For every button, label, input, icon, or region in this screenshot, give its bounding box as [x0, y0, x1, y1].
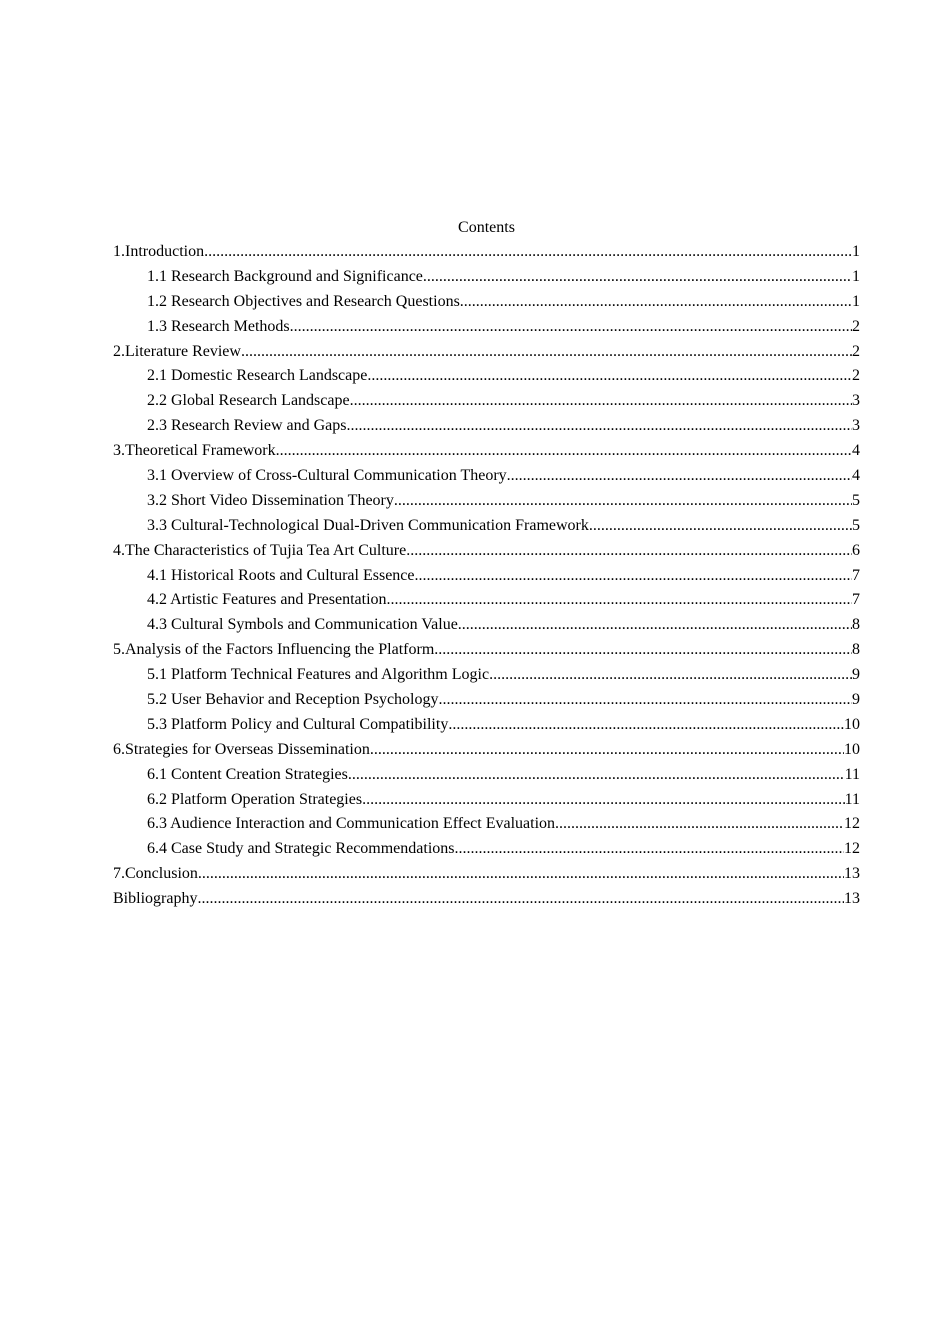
toc-entry-page-number: 2 — [852, 367, 860, 385]
toc-entry-label: 3.Theoretical Framework — [113, 442, 276, 460]
toc-dot-leader — [448, 713, 844, 738]
toc-entry-label: 3.3 Cultural-Technological Dual-Driven Communication Framework — [147, 516, 589, 534]
toc-entry-page-number: 13 — [844, 865, 860, 883]
toc-dot-leader — [362, 788, 845, 813]
toc-entry — [113, 638, 860, 663]
toc-entry-label: 4.The Characteristics of Tujia Tea Art Culture — [113, 541, 407, 559]
toc-dot-leader — [276, 439, 852, 464]
toc-entry-page-number: 2 — [852, 317, 860, 335]
toc-dot-leader — [406, 539, 852, 564]
toc-dot-leader — [197, 887, 844, 912]
toc-entry-label: 1.Introduction — [113, 243, 205, 260]
toc-entry-label: 2.2 Global Research Landscape — [147, 392, 350, 410]
toc-entry-page-number: 12 — [844, 815, 860, 833]
toc-entry-label: 3.1 Overview of Cross-Cultural Communication Theory — [147, 467, 507, 485]
toc-entry-page-number: 11 — [844, 765, 860, 783]
toc-entry-label: 7.Conclusion — [113, 865, 198, 883]
toc-dot-leader — [204, 240, 852, 265]
toc-dot-leader — [423, 265, 852, 290]
toc-entry-label: 4.3 Cultural Symbols and Communication Value — [147, 616, 458, 634]
toc-entry-label: 5.1 Platform Technical Features and Algorithm Logic — [147, 666, 490, 684]
toc-entry-page-number: 5 — [852, 491, 860, 509]
toc-entry — [113, 812, 860, 837]
toc-dot-leader — [347, 414, 853, 439]
toc-entry — [113, 738, 860, 763]
toc-entry — [113, 364, 860, 389]
toc-entry-page-number: 10 — [844, 715, 860, 733]
toc-entry-page-number: 7 — [852, 566, 860, 584]
toc-entry-page-number: 5 — [852, 516, 860, 534]
toc-entry-label: 4.1 Historical Roots and Cultural Essence — [147, 566, 415, 584]
toc-entry — [113, 464, 860, 489]
toc-entry — [113, 539, 860, 564]
toc-dot-leader — [394, 489, 852, 514]
toc-entry-label: 3.2 Short Video Dissemination Theory — [147, 491, 394, 509]
toc-entry-label: 6.3 Audience Interaction and Communication Effect Evaluation — [147, 815, 556, 833]
toc-entry-label: 2.1 Domestic Research Landscape — [147, 367, 368, 385]
toc-entry-label: 4.2 Artistic Features and Presentation — [147, 591, 387, 609]
toc-entry — [113, 315, 860, 340]
toc-entry-page-number: 1 — [852, 267, 860, 285]
toc-entry-page-number: 3 — [852, 392, 860, 410]
table-of-contents — [113, 215, 860, 912]
toc-entry — [113, 688, 860, 713]
toc-entry-label: 5.2 User Behavior and Reception Psychology — [147, 691, 439, 709]
toc-entry-page-number: 9 — [852, 666, 860, 684]
toc-entry — [113, 389, 860, 414]
toc-entry — [113, 788, 860, 813]
toc-entry-page-number: 10 — [844, 740, 860, 758]
toc-entry-label: 2.3 Research Review and Gaps — [147, 417, 347, 435]
toc-entry-label: 1.3 Research Methods — [147, 317, 290, 335]
toc-dot-leader — [348, 763, 845, 788]
toc-entry — [113, 837, 860, 862]
toc-entry-label: 1.2 Research Objectives and Research Questions — [147, 292, 460, 310]
toc-title: Contents — [458, 219, 515, 236]
toc-entry-page-number: 2 — [852, 342, 860, 360]
toc-entry-list — [113, 240, 860, 912]
toc-dot-leader — [241, 340, 852, 365]
toc-entry — [113, 240, 860, 265]
toc-entry — [113, 414, 860, 439]
toc-dot-leader — [387, 588, 852, 613]
toc-dot-leader — [507, 464, 852, 489]
toc-entry-page-number: 13 — [844, 890, 860, 908]
toc-entry-page-number: 6 — [852, 541, 860, 559]
toc-entry — [113, 887, 860, 912]
toc-entry — [113, 663, 860, 688]
toc-entry-page-number: 7 — [852, 591, 860, 609]
toc-entry-page-number: 11 — [844, 790, 860, 808]
toc-dot-leader — [460, 290, 852, 315]
toc-dot-leader — [370, 738, 844, 763]
toc-dot-leader — [489, 663, 852, 688]
toc-entry-page-number: 8 — [852, 641, 860, 659]
toc-dot-leader — [434, 638, 852, 663]
toc-dot-leader — [439, 688, 853, 713]
toc-entry-label: 5.Analysis of the Factors Influencing the Platform — [113, 641, 435, 659]
toc-dot-leader — [290, 315, 852, 340]
toc-dot-leader — [367, 364, 852, 389]
toc-dot-leader — [350, 389, 852, 414]
toc-dot-leader — [455, 837, 845, 862]
toc-entry-label: 6.2 Platform Operation Strategies — [147, 790, 363, 808]
toc-entry-page-number: 9 — [852, 691, 860, 709]
toc-entry-page-number: 8 — [852, 616, 860, 634]
toc-entry-label: 6.1 Content Creation Strategies — [147, 765, 348, 783]
toc-dot-leader — [198, 862, 844, 887]
toc-dot-leader — [589, 514, 852, 539]
toc-entry — [113, 514, 860, 539]
toc-entry-label: 5.3 Platform Policy and Cultural Compatibility — [147, 715, 449, 733]
toc-dot-leader — [555, 812, 844, 837]
toc-entry — [113, 439, 860, 464]
toc-entry — [113, 763, 860, 788]
toc-dot-leader — [415, 564, 852, 589]
toc-entry — [113, 713, 860, 738]
toc-entry-page-number: 3 — [852, 417, 860, 435]
toc-dot-leader — [458, 613, 852, 638]
toc-entry-page-number: 12 — [844, 840, 860, 858]
toc-entry-page-number: 4 — [852, 467, 860, 485]
toc-entry-label: 2.Literature Review — [113, 342, 241, 360]
toc-entry-label: 6.Strategies for Overseas Dissemination — [113, 740, 370, 758]
toc-entry — [113, 265, 860, 290]
toc-entry — [113, 290, 860, 315]
toc-entry — [113, 564, 860, 589]
toc-entry-page-number: 1 — [852, 243, 860, 260]
toc-entry-label: 1.1 Research Background and Significance — [147, 267, 423, 285]
toc-entry — [113, 340, 860, 365]
toc-entry — [113, 588, 860, 613]
toc-entry-page-number: 1 — [852, 292, 860, 310]
toc-entry — [113, 489, 860, 514]
toc-entry — [113, 862, 860, 887]
toc-entry-page-number: 4 — [852, 442, 860, 460]
toc-entry-label: Bibliography — [113, 890, 198, 908]
toc-entry — [113, 613, 860, 638]
toc-entry-label: 6.4 Case Study and Strategic Recommendations — [147, 840, 455, 858]
